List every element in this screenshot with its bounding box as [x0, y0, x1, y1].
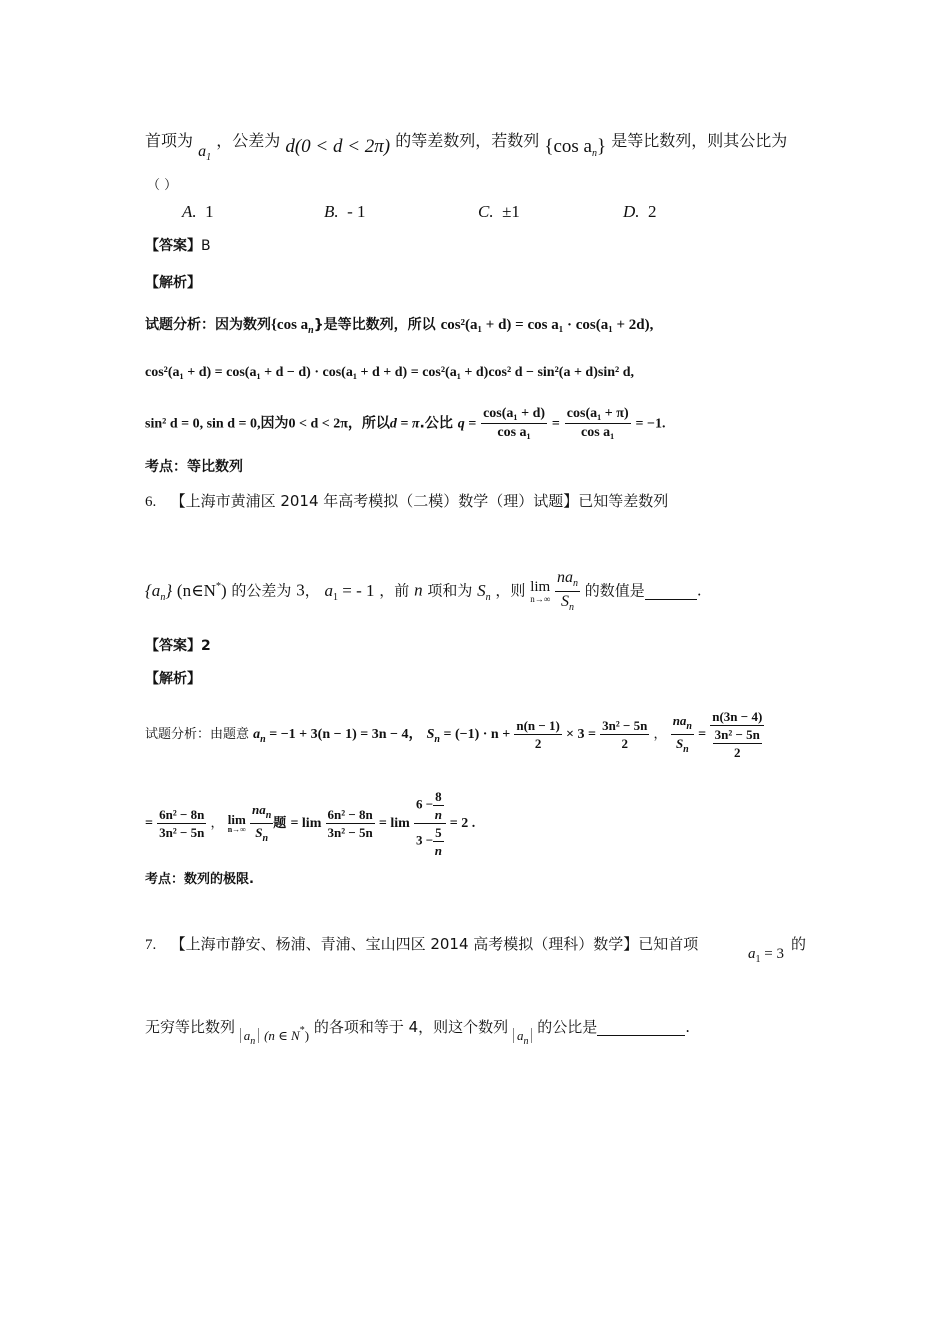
- q5-stem-part2: ，公差为: [216, 131, 281, 150]
- q6-fraction-e: $\frac{\text{6n² − 8n}}{\text{3n² − 5n}}$: [159, 807, 205, 840]
- q5-analysis-line2: cos²(a₁ + d) = cos(a₁ + d − d) · cos(a₁ + d + d) = cos²(a₁ + d)cos² d − sin²(a + d)sin² d,: [145, 365, 634, 380]
- q5-d-expr: d(0 < d < 2π): [285, 136, 391, 157]
- q6-header: 6. 【上海市黄浦区 2014 年高考模拟（二模）数学（理）试题】已知等差数列: [145, 492, 669, 510]
- q5-option-d: D. 2: [623, 202, 657, 221]
- q5-line1-math: cos²(a₁ + d) = cos a₁ · cos(a₁ + 2d),: [440, 317, 654, 333]
- q6-fraction-g: $\frac{\text{6n² − 8n}}{\text{3n² − 5n}}$: [327, 807, 373, 840]
- q6-fraction-b: $\frac{\text{3n² − 5n}}{2}$: [602, 718, 648, 751]
- q7-de: 的: [791, 935, 807, 953]
- q6-fraction-h: 6 − $\frac{8}{n}$ 3 − $\frac{5}{n}$: [414, 790, 446, 857]
- q6-answer-blank: [645, 584, 697, 600]
- q5-seq: {cos $a_n$}: [544, 136, 607, 159]
- q5-option-a: A. 1: [182, 202, 214, 221]
- q7-answer-blank: [597, 1020, 685, 1036]
- q6-answer: 【答案】2: [145, 638, 211, 654]
- q6-fraction-c: $\frac{na_n}{S_n}$: [672, 713, 692, 755]
- q5-option-b: B. - 1: [324, 202, 366, 221]
- q6-fraction-a: $\frac{n(n - 1)}{2}$: [516, 718, 560, 751]
- q5-stem-line: [145, 131, 788, 163]
- q7-a1: $a_1 = 3$: [748, 946, 784, 965]
- q5-kaodian: 考点：等比数列: [145, 459, 243, 475]
- q5-fraction-2: $\frac{\text{cos(a₁ + π)}}{\text{cos a₁}}$: [566, 406, 629, 440]
- q5-analysis-label: 【解析】: [145, 275, 201, 291]
- q5-paren: （ ）: [147, 178, 178, 193]
- q5-stem-part4: 是等比数列，则其公比为: [611, 131, 788, 150]
- q5-analysis-line3: sin² d = 0, sin d = 0,因为0 < d < 2π，所以d = π.公比 q = $\frac{\text{cos(a₁ + d)}}{\text{cos a₁}}$ = $\frac{\text{cos(a₁ + π)}}{\text{cos a₁}}$ = −1.: [145, 406, 666, 440]
- q6-limit: lim n→∞: [530, 578, 551, 604]
- q5-stem-part1: 首项为: [145, 131, 194, 150]
- q5-a1: $a_1$: [198, 143, 212, 163]
- q6-solution-line2: = $\frac{\text{6n² − 8n}}{\text{3n² − 5n}}$ ， lim n→∞ $\frac{na_n}{S_n}$ 题 = lim $\frac{\text{6n² − 8n}}{\text{3n² − 5n}}$ = lim 6 − $\frac{8}{n}$ 3 − $\frac{5}{n}$ = 2 .: [145, 789, 476, 858]
- q6-stem: $\{a_n\}$ (n∈N*) 的公差为 3， $a_1$ = - 1 ，前 n 项和为 $S_n$ ，则 lim n→∞ $\frac{na_n}{S_n}$ 的数值是 .: [145, 569, 702, 613]
- q6-kaodian: 考点：数列的极限.: [145, 872, 254, 887]
- q5-stem-part3: 的等差数列，若数列: [395, 131, 540, 150]
- q5-answer: 【答案】B: [145, 238, 211, 254]
- q5-option-c: C. ±1: [478, 202, 520, 221]
- q7-header: 7. 【上海市静安、杨浦、青浦、宝山四区 2014 高考模拟（理科）数学】已知首项: [145, 935, 699, 953]
- q6-limit-fraction: $\frac{na_n}{S_n}$: [557, 569, 579, 613]
- q6-analysis-label: 【解析】: [145, 671, 201, 687]
- q6-fraction-f: $\frac{na_n}{S_n}$: [251, 802, 272, 844]
- q6-fraction-d: $\frac{n(3n - 4)}{\frac{\text{3n² − 5n}}{2}}$: [712, 709, 763, 760]
- q7-stem-line2: 无穷等比数列 $a_n$ (n ∈ N*) 的各项和等于 4，则这个数列 $a_n$ 的公比是 .: [145, 1018, 691, 1047]
- q5-fraction-1: $\frac{\text{cos(a₁ + d)}}{\text{cos a₁}}$: [483, 406, 546, 440]
- q5-analysis-line1: 试题分析：因为数列{cos $a_n$}是等比数列，所以 cos²(a₁ + d) = cos a₁ · cos(a₁ + 2d),: [145, 317, 654, 336]
- q6-solution-line1: 试题分析：由题意 $a_n = -1 + 3(n - 1) = 3n - 4$， $S_n = (-1) \cdot n$ + $\frac{n(n - 1)}{2}$ × 3 = $\frac{\text{3n² − 5n}}{2}$ ， $\frac{na_n}{S_n}$ = $\frac{n(3n - 4)}{\frac{\text{3n² − 5n}}{2}}$: [145, 709, 763, 760]
